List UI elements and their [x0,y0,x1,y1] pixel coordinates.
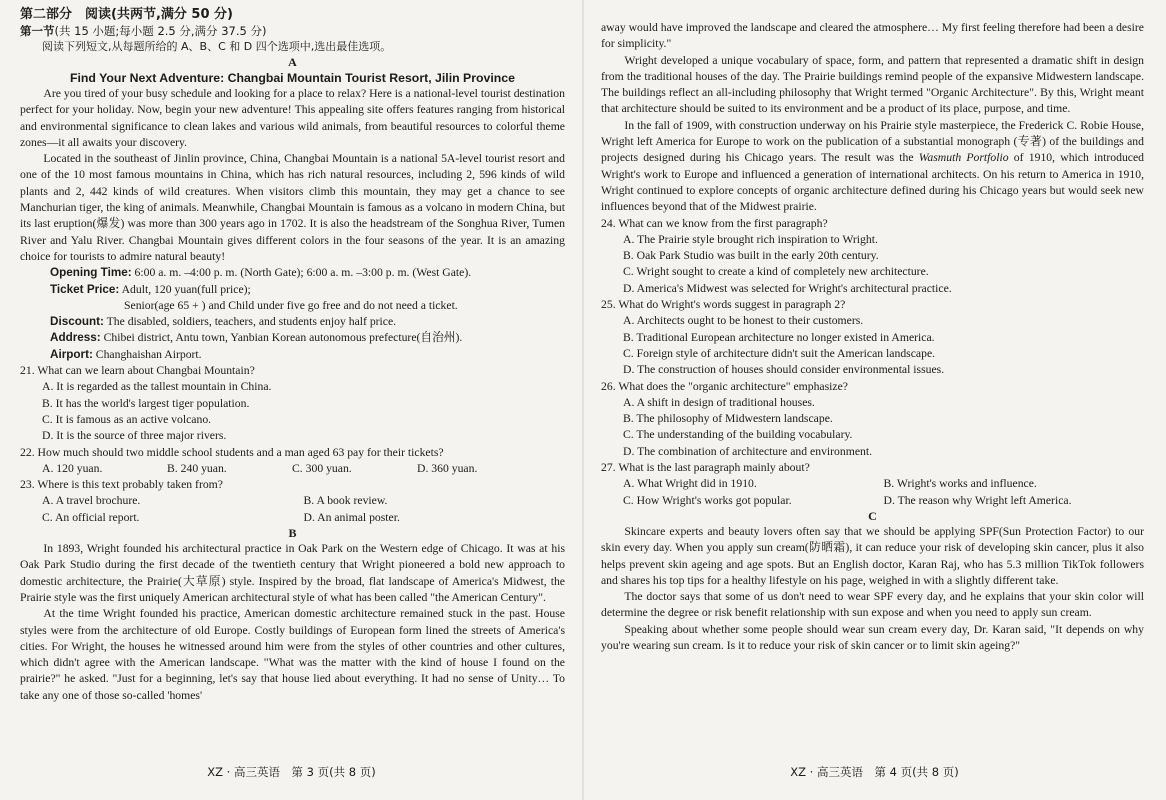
question-24-option-b[interactable]: B. Oak Park Studio was built in the early 20th century. [623,249,879,263]
wasmuth-portfolio-title: Wasmuth Portfolio [918,151,1009,165]
passage-c-para-2: The doctor says that some of us don't need to wear SPF every day, and he explains that your skin color will determine the degree or risk benefit relationship with sun expose and when you need to apply sun cream. [601,590,1144,620]
passage-a-letter: A [288,55,297,69]
passage-c-letter: C [868,508,877,523]
question-22-options [20,461,565,477]
question-25-option-d[interactable]: D. The construction of houses should consider environmental issues. [623,363,945,377]
subsection-label: 第一节 [20,24,55,38]
question-24-option-d[interactable]: D. America's Midwest was selected for Wright's architectural practice. [623,281,952,295]
question-22-option-b[interactable]: B. 240 yuan. [167,461,227,475]
question-25-option-b[interactable]: B. Traditional European architecture no longer existed in America. [623,330,935,344]
airport [20,347,565,363]
question-23-stem: 23. Where is this text probably taken from? [20,478,223,492]
question-27-option-a[interactable]: A. What Wright did in 1910. [623,477,757,491]
para-4-part-1: In the fall of 1909, with construction underway on his Prairie style masterpiece, the Frederick C. Robie House, Wright left America for Europe to work on the publication of a substantial monograph (专著) of the buildings and projects designed during his Chicago years. The result was the [601,118,1144,165]
page-4-footer: XZ · 高三英语 第 4 页(共 8 页) [790,765,959,779]
passage-a-para-2: Located in the southeast of Jinlin province, China, Changbai Mountain is a national 5A-level tourist resort and one of the 10 most famous mountains in China, which has rich natural resources, including 2, 596 kinds of wild plants and 2, 442 kinds of wild creatures. When visitors climb this mountain, they may get a chance to see Manchurian tiger, the king of animals. Meanwhile, Changbai Mountain is famous as a volcano in modern China, but its last eruption(爆发) was more than 300 years ago in 1702. It is also the headstream of the Songhua River, Tumen River and Yalu River. Changbai Mountain gives different colors in the four seasons of the year. It is an amazing choice for tourists to admire natural beauty! [20,152,565,263]
discount-value: The disabled, soldiers, teachers, and students enjoy half price. [103,315,397,329]
question-26-option-d[interactable]: D. The combination of architecture and environment. [623,444,873,458]
passage-b-continued: away would have improved the landscape and cleared the atmosphere… My first feeling therefore had been a desire for simplicity." [601,21,1144,51]
question-23-option-d[interactable]: D. An animal poster. [303,510,400,524]
passage-b-para-1: In 1893, Wright founded his architectural practice in Oak Park on the Western edge of Chicago. It was at his Oak Park Studio during the first decade of the twentieth century that Wright pioneered a bold new approach to domestic architecture, the Prairie(大草原) style. Inspired by the broad, flat landscape of America's Midwest, the Prairie style was the first uniquely American architectural style of what has been called "the American Century". [20,542,565,604]
question-25-option-c[interactable]: C. Foreign style of architecture didn't suit the American landscape. [623,346,936,360]
address [20,330,565,346]
passage-a-para-1: Are you tired of your busy schedule and looking for a place to relax? Here is a national-level tourist destination perfect for your holiday. Now, begin your new adventure! This appealing site offers features ranging from historical and environmental significance to clean lakes and various wild animals, from beautiful resources to colorful theme zones—it all awaits your discovery. [20,87,565,149]
opening-time-value: 6:00 a. m. –4:00 p. m. (North Gate); 6:00 a. m. –3:00 p. m. (West Gate). [131,266,472,280]
question-22-stem: 22. How much should two middle school students and a man aged 63 pay for their tickets? [20,445,444,459]
instructions: 阅读下列短文,从每题所给的 A、B、C 和 D 四个选项中,选出最佳选项。 [42,40,392,53]
question-26-option-b[interactable]: B. The philosophy of Midwestern landscape. [623,412,833,426]
question-21-option-b[interactable]: B. It has the world's largest tiger population. [42,396,250,410]
opening-time [20,265,565,281]
question-23-options-row-2 [20,510,565,526]
question-26-option-c[interactable]: C. The understanding of the building vocabulary. [623,428,853,442]
question-21-stem: 21. What can we learn about Changbai Mountain? [20,364,255,378]
question-23-options-row-1 [20,493,565,509]
question-21-option-a[interactable]: A. It is regarded as the tallest mountain in China. [42,380,272,394]
question-21-option-d[interactable]: D. It is the source of three major rivers. [42,429,227,443]
question-23-option-c[interactable]: C. An official report. [42,510,140,524]
address-label: Address: [50,331,101,345]
passage-a-title: Find Your Next Adventure: Changbai Mountain Tourist Resort, Jilin Province [69,71,515,85]
passage-b-para-3: Wright developed a unique vocabulary of space, form, and pattern that represented a dramatic shift in design from the traditional houses of the day. The Prairie buildings remind people of the expansive Midwestern landscape. The buildings reflect an all-including philosophy that Wright termed "Organic Architecture". By this, Wright meant that architecture should be suited to its environment and be a product of its place, purpose, and time. [601,53,1144,116]
question-21-option-c[interactable]: C. It is famous as an active volcano. [42,412,212,426]
passage-c-para-1: Skincare experts and beauty lovers often say that we should be applying SPF(Sun Protection Factor) to our skin every day. When you apply sun cream(防晒霜), it can reduce your risk of developing skin cancer, plus it also helps prevent skin ageing and age spots. But an English doctor, Karan Raj, who has 5.3 million TikTok followers and shares his top tips for a healthy lifestyle on his page, weighed in with a slightly different take. [601,524,1144,587]
question-27-option-d[interactable]: D. The reason why Wright left America. [883,493,1072,507]
passage-b-para-2: At the time Wright founded his practice, American domestic architecture remained stuck in the past. House styles were from the architecture of old Europe. Costly buildings of European form lined the streets of America's cities. For Wright, the houses he witnessed around him were from the styles of other countries and other cultures, which didn't agree with the American landscape. "What was the matter with the kind of house I found on the prairie?" he asked. "Just for a beginning, let's say that house lied about everything. It had no sense of Unity… To take any one of those so-called 'homes' [20,607,565,702]
page-4 [583,0,1166,800]
page-3-footer: XZ · 高三英语 第 3 页(共 8 页) [207,765,376,779]
address-value: Chibei district, Antu town, Yanbian Korean autonomous prefecture(自治州). [100,331,463,345]
question-24-option-c[interactable]: C. Wright sought to create a kind of completely new architecture. [623,265,929,279]
ticket-price-extra: Senior(age 65 + ) and Child under five go free and do not need a ticket. [124,298,458,312]
airport-label: Airport: [50,347,93,361]
passage-b-para-4 [601,118,1144,216]
question-27-option-c[interactable]: C. How Wright's works got popular. [623,493,792,507]
question-24-option-a[interactable]: A. The Prairie style brought rich inspiration to Wright. [623,232,878,246]
question-22-option-a[interactable]: A. 120 yuan. [42,461,103,475]
question-27-options-row-1 [601,476,1144,492]
passage-c-para-3: Speaking about whether some people should wear sun cream every day, Dr. Karan said, "It depends on why you're wearing sun cream. Is it to reduce your risk of skin cancer or to limit skin ageing?" [601,622,1144,652]
subsection-detail: (共 15 小题;每小题 2.5 分,满分 37.5 分) [54,24,267,38]
discount [20,314,565,330]
question-26-option-a[interactable]: A. A shift in design of traditional houses. [623,395,815,409]
ticket-price-label: Ticket Price: [50,282,120,296]
section-header: 第二部分 阅读(共两节,满分 50 分) [20,7,233,22]
question-25-option-a[interactable]: A. Architects ought to be honest to their customers. [623,314,864,328]
para-4-part-2: of 1910, which introduced Wright's work to Europe and influenced a generation of international architects. On his return to America in 1910, Wright continued to explore concepts of organic architecture defined during his Chicago years but would seek new influences beyond that of the Midwest prairie. [601,151,1145,214]
ticket-price-value: Adult, 120 yuan(full price); [119,282,251,296]
ticket-price [20,282,565,298]
question-27-options-row-2 [601,493,1144,509]
opening-time-label: Opening Time: [50,266,132,280]
passage-b-letter: B [288,526,297,541]
question-22-option-d[interactable]: D. 360 yuan. [417,461,478,475]
question-25-stem: 25. What do Wright's words suggest in paragraph 2? [601,298,846,312]
question-24-stem: 24. What can we know from the first paragraph? [601,216,828,230]
question-27-option-b[interactable]: B. Wright's works and influence. [883,477,1037,491]
question-22-option-c[interactable]: C. 300 yuan. [292,461,352,475]
airport-value: Changhaishan Airport. [92,347,202,361]
question-23-option-b[interactable]: B. A book review. [303,494,388,508]
subsection-header [20,23,565,39]
question-23-option-a[interactable]: A. A travel brochure. [42,494,141,508]
question-26-stem: 26. What does the "organic architecture" emphasize? [601,379,848,393]
discount-label: Discount: [50,315,104,329]
question-27-stem: 27. What is the last paragraph mainly about? [601,461,810,475]
